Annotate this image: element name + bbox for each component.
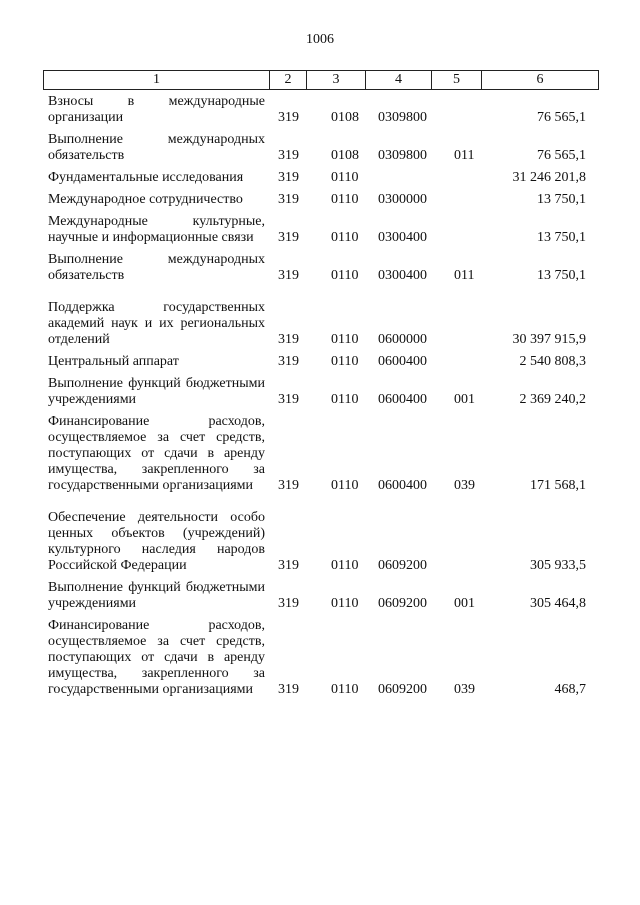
- row-csr: 0309800: [378, 148, 427, 163]
- row-vr: 001: [454, 596, 475, 611]
- table-row: [48, 252, 588, 284]
- column-header-4: 4: [366, 71, 432, 90]
- row-sum: 13 750,1: [537, 230, 586, 245]
- table-row: [48, 94, 588, 126]
- row-csr: 0300400: [378, 268, 427, 283]
- row-csr: 0300000: [378, 192, 427, 207]
- row-name: Выполнение международных обязательств: [48, 252, 265, 283]
- row-sum: 468,7: [554, 682, 586, 697]
- row-ved: 319: [278, 268, 299, 283]
- row-ved: 319: [278, 682, 299, 697]
- row-ved: 319: [278, 192, 299, 207]
- row-vr: 001: [454, 392, 475, 407]
- row-sum: 76 565,1: [537, 148, 586, 163]
- row-name: Выполнение функций бюджетными учреждениями: [48, 580, 265, 611]
- row-vr: 039: [454, 478, 475, 493]
- row-csr: 0300400: [378, 230, 427, 245]
- column-header-5: 5: [432, 71, 482, 90]
- row-sum: 30 397 915,9: [512, 332, 586, 347]
- row-rz: 0110: [331, 478, 359, 493]
- row-csr: 0309800: [378, 110, 427, 125]
- row-rz: 0110: [331, 596, 359, 611]
- row-ved: 319: [278, 392, 299, 407]
- row-name: Обеспечение деятельности особо ценных объектов (учреждений) культурного наследия народов Российской Федерации: [48, 510, 265, 573]
- row-ved: 319: [278, 110, 299, 125]
- table-row: [48, 376, 588, 408]
- row-csr: 0600400: [378, 392, 427, 407]
- page-number: 1006: [306, 32, 334, 47]
- table-row: [48, 170, 588, 186]
- row-rz: 0110: [331, 332, 359, 347]
- row-ved: 319: [278, 354, 299, 369]
- row-name: Выполнение функций бюджетными учреждениями: [48, 376, 265, 407]
- row-name: Выполнение международных обязательств: [48, 132, 265, 163]
- row-sum: 2 369 240,2: [519, 392, 586, 407]
- row-ved: 319: [278, 170, 299, 185]
- row-ved: 319: [278, 230, 299, 245]
- row-name: Фундаментальные исследования: [48, 170, 244, 185]
- row-rz: 0110: [331, 392, 359, 407]
- row-name: Центральный аппарат: [48, 354, 179, 369]
- row-name: Международное сотрудничество: [48, 192, 243, 207]
- column-header-6: 6: [482, 71, 599, 90]
- row-name: Взносы в международные организации: [48, 94, 265, 125]
- row-sum: 31 246 201,8: [512, 170, 586, 185]
- table-row: [48, 192, 588, 208]
- row-sum: 2 540 808,3: [519, 354, 586, 369]
- table-row: [48, 618, 588, 698]
- row-sum: 13 750,1: [537, 192, 586, 207]
- row-vr: 011: [454, 268, 475, 283]
- row-rz: 0110: [331, 558, 359, 573]
- row-rz: 0108: [331, 110, 359, 125]
- column-header-1: 1: [44, 71, 270, 90]
- row-vr: 039: [454, 682, 475, 697]
- row-sum: 171 568,1: [530, 478, 586, 493]
- row-rz: 0110: [331, 192, 359, 207]
- table-row: [48, 132, 588, 164]
- column-header-table: [43, 70, 599, 90]
- column-header-2: 2: [270, 71, 307, 90]
- row-sum: 305 464,8: [530, 596, 586, 611]
- row-sum: 13 750,1: [537, 268, 586, 283]
- row-name: Финансирование расходов, осуществляемое за счет средств, поступающих от сдачи в аренду имущества, закрепленного за государственными организациями: [48, 414, 265, 493]
- row-csr: 0609200: [378, 682, 427, 697]
- table-row: [48, 214, 588, 246]
- table-row: [48, 414, 588, 494]
- row-csr: 0600400: [378, 354, 427, 369]
- row-name: Финансирование расходов, осуществляемое за счет средств, поступающих от сдачи в аренду имущества, закрепленного за государственными организациями: [48, 618, 265, 697]
- table-row: [48, 510, 588, 574]
- row-ved: 319: [278, 478, 299, 493]
- row-csr: 0609200: [378, 558, 427, 573]
- row-sum: 76 565,1: [537, 110, 586, 125]
- row-csr: 0609200: [378, 596, 427, 611]
- row-ved: 319: [278, 148, 299, 163]
- row-rz: 0110: [331, 170, 359, 185]
- row-rz: 0110: [331, 268, 359, 283]
- table-row: [48, 300, 588, 348]
- row-ved: 319: [278, 596, 299, 611]
- row-ved: 319: [278, 558, 299, 573]
- row-csr: 0600400: [378, 478, 427, 493]
- row-rz: 0110: [331, 230, 359, 245]
- row-rz: 0110: [331, 354, 359, 369]
- row-sum: 305 933,5: [530, 558, 586, 573]
- row-ved: 319: [278, 332, 299, 347]
- table-row: [48, 354, 588, 370]
- row-vr: 011: [454, 148, 475, 163]
- row-rz: 0108: [331, 148, 359, 163]
- column-header-row: [44, 71, 599, 90]
- row-name: Международные культурные, научные и информационные связи: [48, 214, 265, 245]
- row-name: Поддержка государственных академий наук и их региональных отделений: [48, 300, 265, 347]
- row-csr: 0600000: [378, 332, 427, 347]
- budget-table-body: [48, 94, 588, 704]
- row-rz: 0110: [331, 682, 359, 697]
- table-row: [48, 580, 588, 612]
- column-header-3: 3: [307, 71, 366, 90]
